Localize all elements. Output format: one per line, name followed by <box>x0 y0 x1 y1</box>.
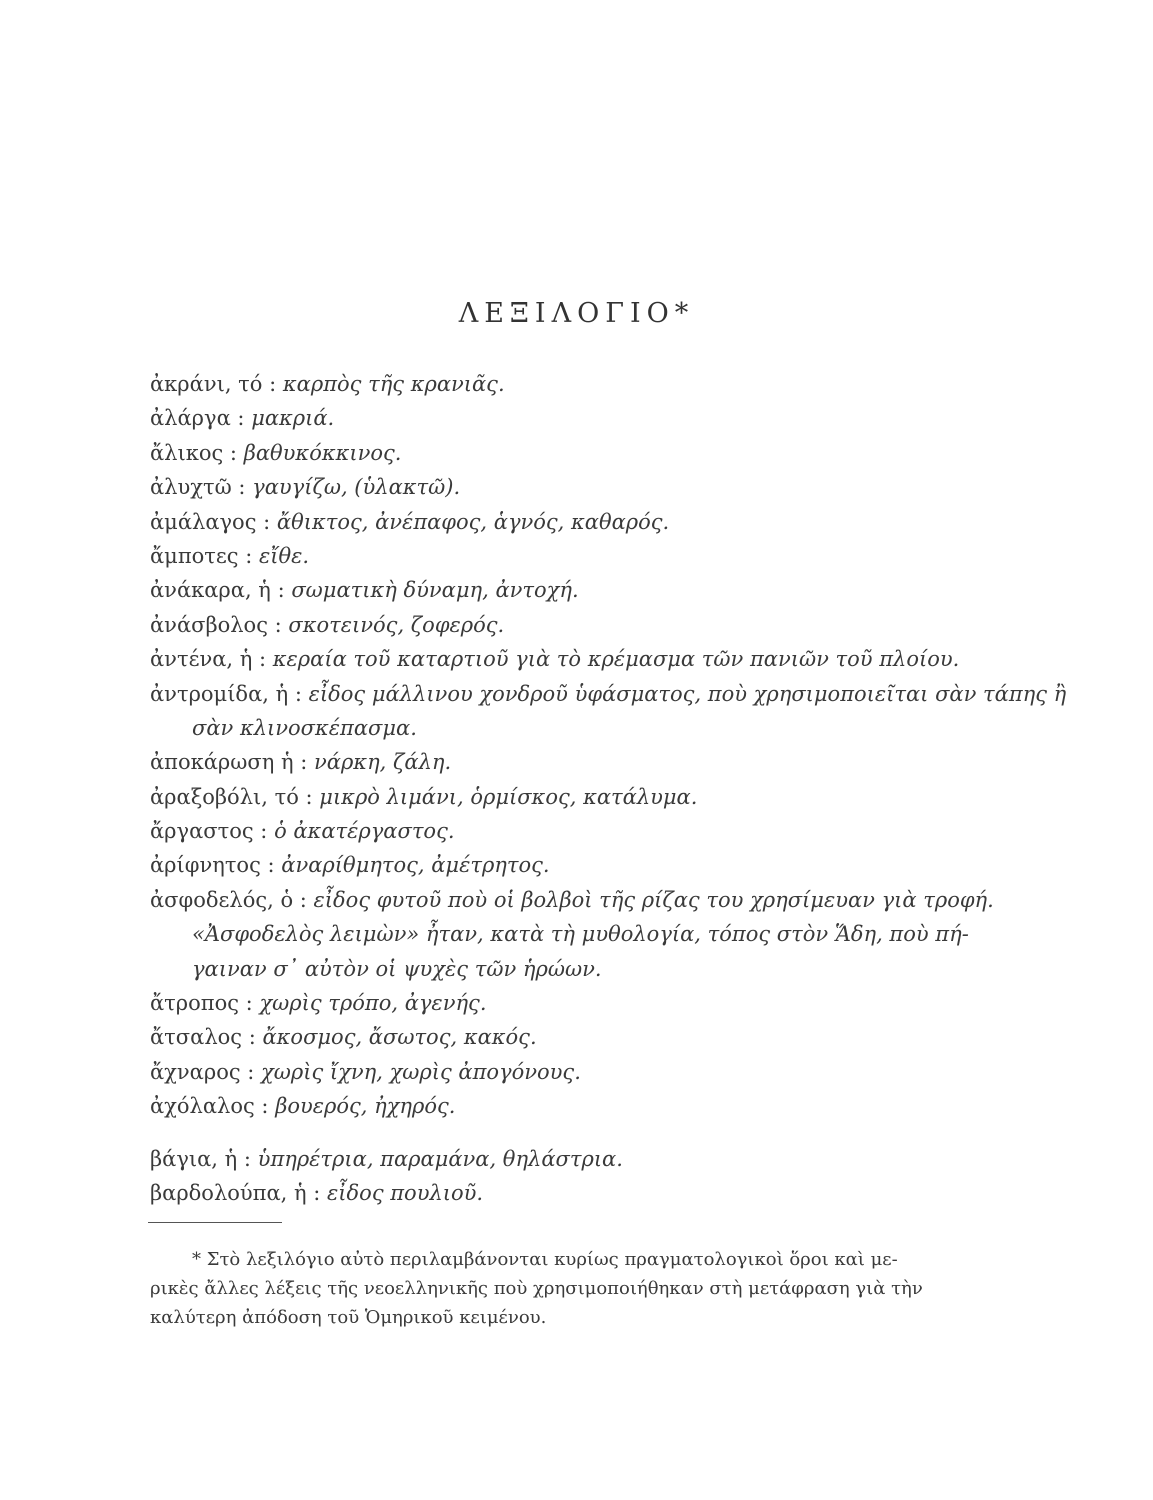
entry-headword: ἀντένα, ἡ : <box>150 647 267 672</box>
entry-headword: ἄλικος : <box>150 440 238 465</box>
entry-line <box>150 401 980 435</box>
glossary-entry <box>150 814 980 848</box>
entry-headword: ἀνάσβολος : <box>150 612 282 637</box>
entry-definition: γαυγίζω, (ὑλακτῶ). <box>252 475 461 500</box>
entry-line <box>150 745 980 779</box>
entry-headword: βαρδολούπα, ἡ : <box>150 1180 321 1205</box>
entry-definition: ὑπηρέτρια, παραμάνα, θηλάστρια. <box>257 1146 623 1171</box>
entry-line <box>150 608 980 642</box>
glossary-entry <box>150 470 980 504</box>
entry-headword: ἀλυχτῶ : <box>150 475 246 500</box>
entry-definition: σωματικὴ δύναμη, ἀντοχή. <box>291 578 579 603</box>
entry-line <box>150 952 980 986</box>
entry-headword: ἄργαστος : <box>150 819 268 844</box>
glossary-entry <box>150 401 980 435</box>
entry-line <box>150 1089 980 1123</box>
page-title: ΛΕΞΙΛΟΓΙΟ* <box>458 298 695 329</box>
entry-definition: μικρὸ λιμάνι, ὁρμίσκος, κατάλυμα. <box>319 784 698 809</box>
entry-line <box>150 711 980 745</box>
entry-definition: γαιναν σ᾽ αὐτὸν οἱ ψυχὲς τῶν ἡρώων. <box>192 956 602 981</box>
entry-definition: σκοτεινός, ζοφερός. <box>288 612 505 637</box>
entry-headword: ἄμποτες : <box>150 543 253 568</box>
footnote-divider <box>148 1222 282 1223</box>
glossary-entry <box>150 436 980 470</box>
glossary-entry <box>150 642 980 676</box>
glossary-entry <box>150 608 980 642</box>
glossary-entry <box>150 1089 980 1123</box>
entry-headword: ἀκράνι, τό : <box>150 372 277 396</box>
footnote <box>150 1245 980 1332</box>
entry-headword: ἄχναρος : <box>150 1059 255 1084</box>
glossary-entries <box>150 367 1067 1210</box>
entry-headword: ἀντρομίδα, ἡ : <box>150 681 302 706</box>
entry-line <box>150 1020 980 1054</box>
entry-line <box>150 1055 980 1089</box>
entry-headword: βάγια, ἡ : <box>150 1146 251 1171</box>
entry-headword: ἄτσαλος : <box>150 1025 256 1050</box>
glossary-entry <box>150 505 980 539</box>
entry-headword: ἀποκάρωση ἡ : <box>150 750 308 775</box>
entry-line <box>150 436 980 470</box>
entry-line <box>150 573 980 607</box>
glossary-entry <box>150 1142 980 1176</box>
glossary-entry <box>150 539 980 573</box>
glossary-entry <box>150 745 980 779</box>
entry-definition: ἄθικτος, ἀνέπαφος, ἁγνός, καθαρός. <box>276 509 670 534</box>
entry-line <box>150 917 980 951</box>
entry-definition: νάρκη, ζάλη. <box>314 750 452 775</box>
entry-line <box>150 1142 980 1176</box>
entry-definition: εἶδος φυτοῦ ποὺ οἱ βολβοὶ τῆς ρίζας του χρησίμευαν γιὰ τροφή. <box>313 887 994 912</box>
entry-definition: εἶδος πουλιοῦ. <box>327 1180 484 1205</box>
footnote-line: ρικὲς ἄλλες λέξεις τῆς νεοελληνικῆς ποὺ χρησιμοποιήθηκαν στὴ μετάφραση γιὰ τὴν <box>150 1278 923 1299</box>
glossary-entry <box>150 986 980 1020</box>
entry-line <box>150 814 980 848</box>
footnote-line: * Στὸ λεξιλόγιο αὐτὸ περιλαμβάνονται κυρίως πραγματολογικοὶ ὅροι καὶ με- <box>192 1249 898 1270</box>
entry-line <box>150 470 980 504</box>
glossary-entry <box>150 1020 980 1054</box>
entry-line <box>150 848 980 882</box>
entry-line <box>150 780 980 814</box>
glossary-entry <box>150 883 994 986</box>
glossary-entry <box>150 573 980 607</box>
entry-headword: ἄτροπος : <box>150 991 253 1016</box>
entry-definition: ἀναρίθμητος, ἀμέτρητος. <box>281 853 550 878</box>
entry-definition: βουερός, ἠχηρός. <box>275 1094 456 1119</box>
entry-headword: ἀνάκαρα, ἡ : <box>150 578 285 603</box>
entry-line <box>150 677 1067 711</box>
entry-definition: εἶδος μάλλινου χονδροῦ ὑφάσματος, ποὺ χρησιμοποιεῖται σὰν τάπης ἢ <box>308 681 1067 706</box>
entry-definition: «Ἀσφοδελὸς λειμὼν» ἦταν, κατὰ τὴ μυθολογία, τόπος στὸν Ἅδη, ποὺ πή- <box>192 922 969 947</box>
entry-headword: ἀλάργα : <box>150 406 245 431</box>
entry-headword: ἀρίφνητος : <box>150 853 275 878</box>
glossary-entry <box>150 1176 980 1210</box>
entry-line <box>150 505 980 539</box>
entry-definition: ὁ ἀκατέργαστος. <box>274 819 455 844</box>
entry-definition: εἴθε. <box>258 543 310 568</box>
entry-line <box>150 642 980 676</box>
glossary-entry <box>150 1055 980 1089</box>
entry-headword: ἀμάλαγος : <box>150 509 271 534</box>
entry-definition: χωρὶς ἴχνη, χωρὶς ἀπογόνους. <box>261 1059 581 1084</box>
entry-line <box>150 1176 980 1210</box>
entry-definition: βαθυκόκκινος. <box>243 440 402 465</box>
entry-line <box>150 883 994 917</box>
glossary-entry <box>150 677 1067 746</box>
footnote-line: καλύτερη ἀπόδοση τοῦ Ὁμηρικοῦ κειμένου. <box>150 1307 547 1328</box>
entry-definition: μακριά. <box>251 406 335 431</box>
group-gap <box>150 1124 980 1142</box>
entry-headword: ἀσφοδελός, ὁ : <box>150 887 307 912</box>
entry-line <box>150 539 980 573</box>
glossary-entry <box>150 848 980 882</box>
entry-definition: σὰν κλινοσκέπασμα. <box>192 715 417 740</box>
entry-line <box>150 367 980 401</box>
entry-line <box>150 986 980 1020</box>
entry-definition: καρπὸς τῆς κρανιᾶς. <box>282 372 505 396</box>
entry-definition: χωρὶς τρόπο, ἀγενής. <box>259 991 487 1016</box>
entry-headword: ἀχόλαλος : <box>150 1094 269 1119</box>
entries-alpha <box>150 367 1067 1124</box>
glossary-entry <box>150 367 980 401</box>
entry-definition: ἄκοσμος, ἄσωτος, κακός. <box>262 1025 537 1050</box>
entry-definition: κεραία τοῦ καταρτιοῦ γιὰ τὸ κρέμασμα τῶν πανιῶν τοῦ πλοίου. <box>272 647 960 672</box>
glossary-entry <box>150 780 980 814</box>
entries-beta <box>150 1142 980 1211</box>
entry-headword: ἀραξοβόλι, τό : <box>150 784 313 809</box>
